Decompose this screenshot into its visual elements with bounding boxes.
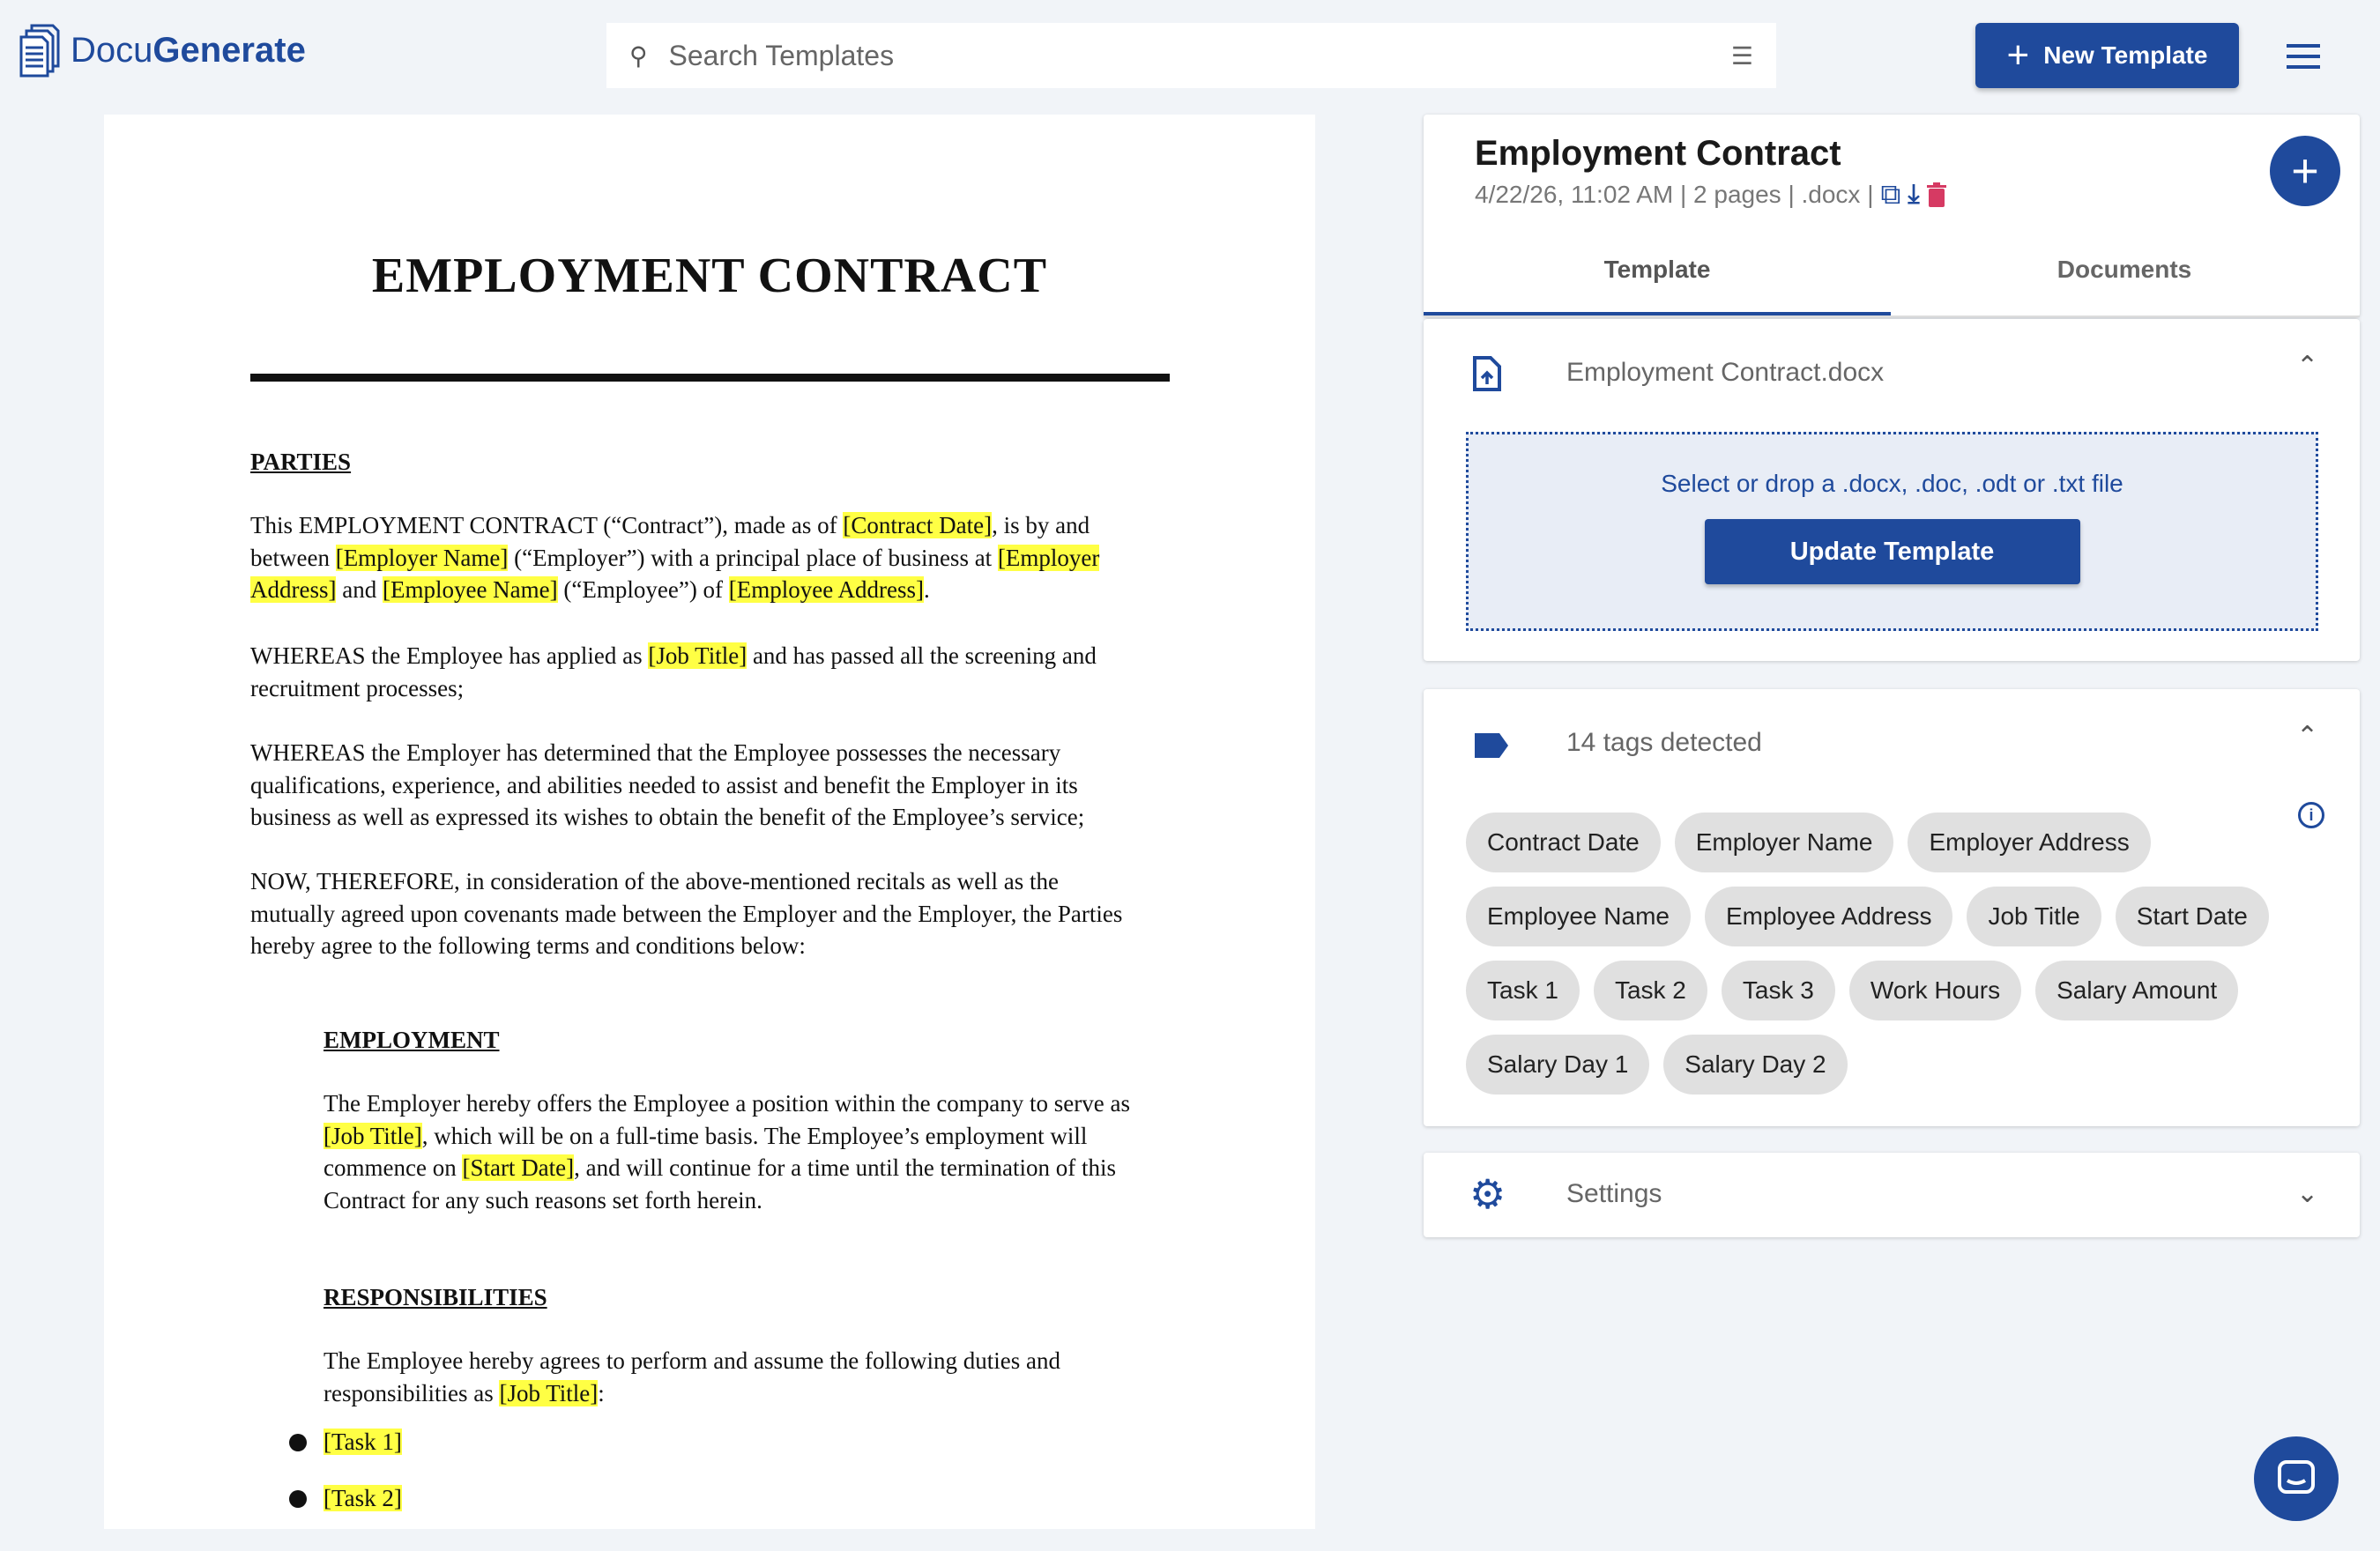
template-title: Employment Contract — [1475, 134, 1841, 173]
chat-icon — [2277, 1459, 2316, 1498]
tabs-divider — [1424, 315, 2360, 317]
file-name: Employment Contract.docx — [1566, 358, 1885, 387]
documents-icon — [19, 23, 63, 78]
document-preview — [104, 115, 1315, 1529]
tag-chip[interactable]: Job Title — [1967, 887, 2101, 946]
chat-button[interactable] — [2254, 1436, 2339, 1521]
download-icon[interactable]: ⤓ — [1908, 180, 1920, 209]
bullet-item: [Task 1] — [324, 1429, 402, 1455]
bullet-item: [Task 2] — [324, 1485, 402, 1511]
heading-employment: EMPLOYMENT — [324, 1027, 500, 1053]
brand-name-bold: Generate — [152, 30, 306, 70]
new-template-button[interactable] — [1975, 23, 2239, 88]
paragraph: The Employer hereby offers the Employee a position within the company to serve as [Job Title], which will be on a full-time basis. The Employee’s employment will commence on [Start Date], and will continue for a time until the termination of this Contract for any such reasons set forth herein. — [324, 1090, 1130, 1213]
document-title: EMPLOYMENT CONTRACT — [371, 249, 1048, 303]
tag-chip[interactable]: Employee Name — [1466, 887, 1691, 946]
file-upload-icon — [1473, 356, 1501, 391]
title-divider — [250, 374, 1170, 382]
tag-chip[interactable]: Salary Day 1 — [1466, 1035, 1649, 1095]
brand-logo[interactable] — [19, 23, 306, 78]
tag-chip[interactable]: Salary Amount — [2035, 961, 2238, 1020]
delete-icon[interactable] — [1927, 182, 1946, 207]
dropzone-text: Select or drop a .docx, .doc, .odt or .txt file — [1661, 470, 2123, 497]
heading-parties: PARTIES — [250, 449, 352, 475]
tag-icon — [1473, 733, 1508, 758]
tag-chip[interactable]: Contract Date — [1466, 813, 1661, 872]
tags-count: 14 tags detected — [1566, 728, 1762, 757]
search-placeholder: Search Templates — [668, 39, 895, 71]
paragraph: This EMPLOYMENT CONTRACT (“Contract”), made as of [Contract Date], is by and between [Employer Name] (“Employer”) with a principal place of business at [Employer Address] and [Employee Name] (“Employee”) of [Employee Address]. — [250, 512, 1100, 603]
tag-chip[interactable]: Work Hours — [1849, 961, 2021, 1020]
brand-name-light: Docu — [71, 30, 153, 70]
bullet — [289, 1490, 307, 1508]
bullet — [289, 1434, 307, 1451]
tags-section — [1424, 689, 2360, 1126]
tab-template[interactable]: Template — [1603, 256, 1711, 283]
template-header-card — [1424, 115, 2360, 317]
settings-section[interactable] — [1424, 1153, 2360, 1237]
file-dropzone[interactable] — [1466, 432, 2318, 631]
info-icon[interactable]: i — [2298, 802, 2324, 828]
paragraph: WHEREAS the Employee has applied as [Job Title] and has passed all the screening and recruitment processes; — [250, 642, 1097, 701]
paragraph: WHEREAS the Employer has determined that the Employee possesses the necessary qualifications, experience, and abilities needed to assist and benefit the Employer in its business as well as expressed its wishes to obtain the benefit of the Employee’s service; — [250, 739, 1085, 830]
gear-icon: ⚙ — [1469, 1171, 1506, 1217]
tab-documents[interactable]: Documents — [2056, 256, 2192, 283]
add-document-button[interactable]: + — [2270, 136, 2340, 206]
plus-icon: + — [2006, 33, 2030, 77]
tag-chip[interactable]: Start Date — [2116, 887, 2269, 946]
collapse-chevron-icon[interactable]: ⌃ — [2296, 722, 2319, 751]
tag-chip[interactable]: Employer Address — [1908, 813, 2150, 872]
template-file-section — [1424, 319, 2360, 661]
tag-chip[interactable]: Salary Day 2 — [1663, 1035, 1847, 1095]
update-template-button[interactable]: Update Template — [1705, 519, 2080, 584]
heading-responsibilities: RESPONSIBILITIES — [324, 1284, 547, 1310]
expand-chevron-icon[interactable]: ⌃ — [2296, 1176, 2319, 1206]
tag-chip[interactable]: Task 1 — [1466, 961, 1580, 1020]
search-icon: ⚲ — [629, 41, 648, 70]
paragraph: NOW, THEREFORE, in consideration of the above-mentioned recitals as well as the mutually agreed upon covenants made between the Employer and the Employer, the Parties hereby agree to the following terms and conditions below: — [250, 868, 1123, 959]
copy-icon[interactable]: ⧉ — [1880, 178, 1901, 210]
template-meta — [1475, 178, 1946, 212]
tag-chip[interactable]: Task 3 — [1722, 961, 1835, 1020]
tag-chip[interactable]: Employer Name — [1675, 813, 1894, 872]
search-input[interactable] — [606, 23, 1776, 88]
collapse-chevron-icon[interactable]: ⌃ — [2296, 352, 2319, 381]
new-template-label: New Template — [2043, 41, 2208, 69]
meta-text: 4/22/26, 11:02 AM | 2 pages | .docx | — [1475, 181, 1874, 208]
tag-list — [1466, 813, 2277, 1095]
tag-chip[interactable]: Employee Address — [1705, 887, 1952, 946]
settings-label: Settings — [1566, 1179, 1662, 1208]
tag-chip[interactable]: Task 2 — [1594, 961, 1707, 1020]
filter-icon[interactable]: ☰ — [1730, 41, 1753, 70]
menu-icon[interactable] — [2287, 44, 2320, 76]
paragraph: The Employee hereby agrees to perform and assume the following duties and responsibilities as [Job Title]: — [324, 1347, 1060, 1406]
